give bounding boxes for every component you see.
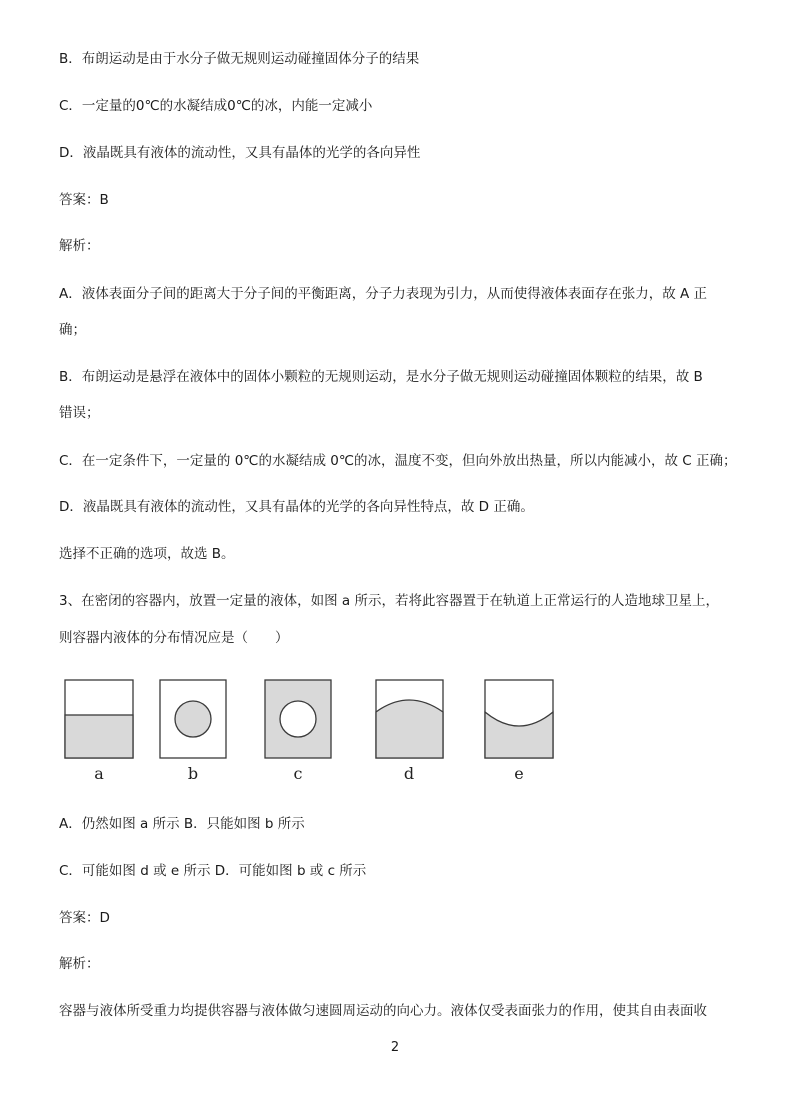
figure-b xyxy=(160,680,226,783)
figure-label-c: c xyxy=(293,764,303,783)
analysis-b-line2: 错误； xyxy=(59,405,100,421)
container-figure xyxy=(63,678,563,788)
answer-label-2: 答案：D xyxy=(59,910,110,926)
question-3-line2: 则容器内液体的分布情况应是（ ） xyxy=(59,630,289,646)
figure-label-e: e xyxy=(514,764,524,783)
option-ab: A．仍然如图 a 所示 B．只能如图 b 所示 xyxy=(59,816,305,832)
analysis-b-line1: B．布朗运动是悬浮在液体中的固体小颗粒的无规则运动，是水分子做无规则运动碰撞固体颗粒的结果，故 B xyxy=(59,369,703,385)
analysis-label-2: 解析： xyxy=(59,956,100,972)
analysis-c: C．在一定条件下，一定量的 0℃的水凝结成 0℃的冰，温度不变，但向外放出热量，所以内能减小，故 C 正确； xyxy=(59,453,737,469)
figure-label-a: a xyxy=(94,764,104,783)
figure-label-d: d xyxy=(403,764,415,783)
option-c-text: C．一定量的0℃的水凝结成0℃的冰，内能一定减小 xyxy=(59,98,373,114)
analysis-a-line2: 确； xyxy=(59,322,86,338)
figure-c xyxy=(265,680,331,783)
page-number: 2 xyxy=(390,1040,400,1055)
analysis-label-1: 解析： xyxy=(59,238,100,254)
analysis-a-line1: A．液体表面分子间的距离大于分子间的平衡距离，分子力表现为引力，从而使得液体表面存在张力，故 A 正 xyxy=(59,286,708,302)
option-cd: C．可能如图 d 或 e 所示 D．可能如图 b 或 c 所示 xyxy=(59,863,367,879)
figure-a xyxy=(65,680,133,783)
answer-label-1: 答案：B xyxy=(59,192,109,208)
figure-label-b: b xyxy=(187,764,199,783)
option-d-text: D．液晶既具有液体的流动性，又具有晶体的光学的各向异性 xyxy=(59,145,421,161)
option-b-text: B．布朗运动是由于水分子做无规则运动碰撞固体分子的结果 xyxy=(59,51,420,67)
figure-e xyxy=(485,680,553,783)
question-3-line1: 3、在密闭的容器内，放置一定量的液体，如图 a 所示，若将此容器置于在轨道上正常运行的人造地球卫星上， xyxy=(59,593,719,609)
analysis-3-line1: 容器与液体所受重力均提供容器与液体做匀速圆周运动的向心力。液体仅受表面张力的作用，使其自由表面收 xyxy=(59,1003,707,1019)
figure-d xyxy=(376,680,443,783)
conclusion-1: 选择不正确的选项，故选 B。 xyxy=(59,546,235,562)
analysis-d: D．液晶既具有液体的流动性，又具有晶体的光学的各向异性特点，故 D 正确。 xyxy=(59,499,534,515)
